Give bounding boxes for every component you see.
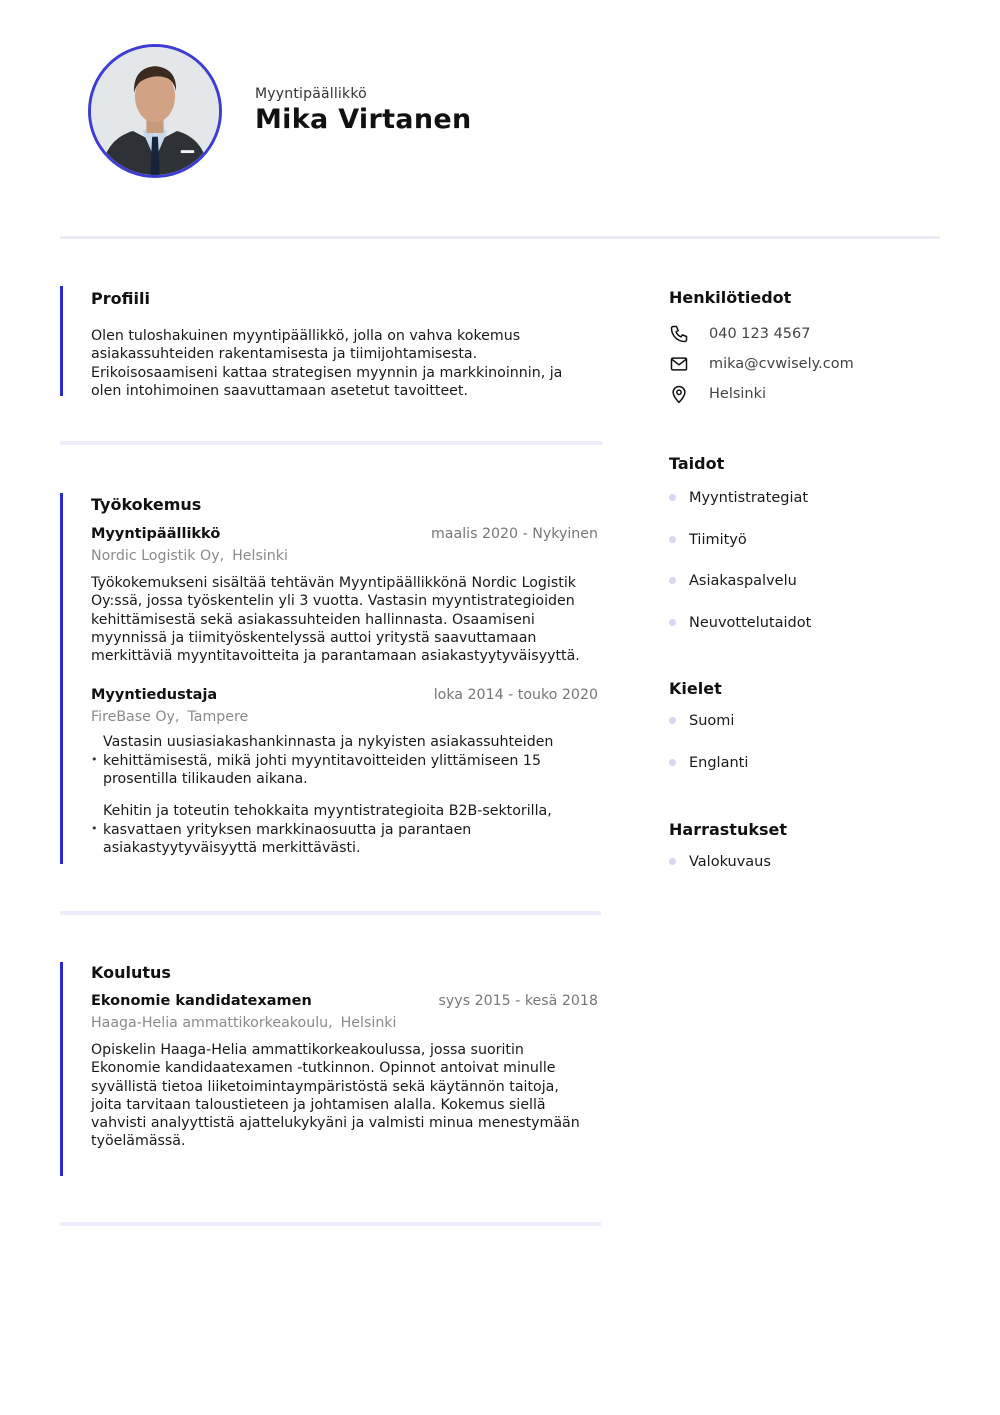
languages-section <box>669 679 949 795</box>
phone-icon <box>669 323 695 345</box>
person-portrait-icon <box>91 47 219 175</box>
skill-item: Neuvottelutaidot <box>669 614 949 656</box>
hobby-item: Valokuvaus <box>669 853 949 895</box>
school-name: Haaga-Helia ammattikorkeakoulu, <box>91 1015 333 1031</box>
section-divider <box>60 441 603 445</box>
achievement-item: • Kehitin ja toteutin tehokkaita myyntistrategioita B2B-sektorilla, kasvattaen yrityksen markkinaosuutta ja parantaen asiakastyytyväisyyttä merkittävästi. <box>91 802 605 857</box>
skill-item: Asiakaspalvelu <box>669 572 949 614</box>
position-title: Myyntipäällikkö <box>91 526 221 542</box>
city: Tampere <box>187 709 249 726</box>
section-title: Työkokemus <box>91 495 202 514</box>
section-title: Taidot <box>669 454 725 473</box>
entry-description: Opiskelin Haaga-Helia ammattikorkeakoulussa, jossa suoritin Ekonomie kandidaatexamen -tutkinnon. Opinnot antoivat minulle syvällistä tietoa liiketoimintaympäristöstä sekä käytännön taitoja, joita tarvitaan taloustieteen ja johtamisen alalla. Kokemus siellä vahvisti analyyttistä ajattelukykyäni ja valmisti minua menestymään työelämässä. <box>91 1042 580 1150</box>
personal-info-section <box>669 288 949 409</box>
profile-photo <box>88 44 222 178</box>
header-text <box>255 86 471 135</box>
achievement-list <box>91 733 605 857</box>
city: Helsinki <box>232 548 288 564</box>
date-range: loka 2014 - touko 2020 <box>433 687 598 704</box>
skills-list <box>669 489 949 655</box>
full-name: Mika Virtanen <box>255 104 472 135</box>
city: Helsinki <box>340 1015 397 1031</box>
header-divider <box>60 236 940 239</box>
location-pin-icon <box>669 383 695 405</box>
phone-number[interactable]: 040 123 4567 <box>709 326 811 342</box>
contact-location <box>669 379 949 409</box>
education-entry <box>91 993 605 1151</box>
skill-item: Myyntistrategiat <box>669 489 949 531</box>
experience-section <box>60 493 605 864</box>
company-name: FireBase Oy, <box>91 709 180 726</box>
section-title: Henkilötiedot <box>669 288 792 307</box>
hobbies-list <box>669 853 949 895</box>
job-title: Myyntipäällikkö <box>255 86 367 102</box>
contact-email <box>669 349 949 379</box>
section-divider <box>60 911 601 915</box>
profile-section <box>60 286 605 399</box>
section-divider <box>60 1222 601 1226</box>
languages-list <box>669 712 949 795</box>
location-text: Helsinki <box>709 386 767 402</box>
company-location <box>91 548 605 564</box>
company-location <box>91 709 605 725</box>
section-title: Profiili <box>91 289 150 308</box>
section-title: Koulutus <box>91 963 171 982</box>
skills-section <box>669 454 949 655</box>
email-address[interactable]: mika@cvwisely.com <box>709 356 854 372</box>
degree-title: Ekonomie kandidatexamen <box>91 993 312 1009</box>
date-range: maalis 2020 - Nykyinen <box>430 526 598 542</box>
date-range: syys 2015 - kesä 2018 <box>438 993 598 1009</box>
education-section <box>60 962 605 1176</box>
contact-phone <box>669 319 949 349</box>
section-title: Kielet <box>669 679 722 698</box>
company-name: Nordic Logistik Oy, <box>91 548 225 564</box>
achievement-item: • Vastasin uusiasiakashankinnasta ja nykyisten asiakassuhteiden kehittämisestä, mikä johti myyntitavoitteiden ylittämiseen 15 prosentilla tilikauden aikana. <box>91 733 605 788</box>
language-item: Englanti <box>669 754 949 796</box>
experience-entry <box>91 687 605 857</box>
resume-header <box>88 44 948 180</box>
mail-icon <box>669 353 695 375</box>
experience-entry <box>91 526 605 665</box>
entry-description: Työkokemukseni sisältää tehtävän Myyntipäällikkönä Nordic Logistik Oy:ssä, jossa työskentelin yli 3 vuotta. Vastasin myyntistrategioiden kehittämisestä sekä asiakassuhteiden hallinnasta. Osaamiseni myynnissä ja tiimityöskentelyssä auttoi yritystä saavuttamaan merkittäviä myyntitavoitteita ja parantamaan asiakastyytyväisyyttä. <box>91 575 580 665</box>
skill-item: Tiimityö <box>669 531 949 573</box>
section-title: Harrastukset <box>669 820 787 839</box>
hobbies-section <box>669 820 949 895</box>
school-location <box>91 1015 605 1031</box>
language-item: Suomi <box>669 712 949 754</box>
profile-text: Olen tuloshakuinen myyntipäällikkö, jolla on vahva kokemus asiakassuhteiden rakentamisesta ja tiimijohtamisesta. Erikoisosaamiseni kattaa strategisen myynnin ja markkinoinnin, ja olen intohimoinen saavuttamaan asetetut tavoitteet. <box>91 328 563 399</box>
position-title: Myyntiedustaja <box>91 687 218 704</box>
